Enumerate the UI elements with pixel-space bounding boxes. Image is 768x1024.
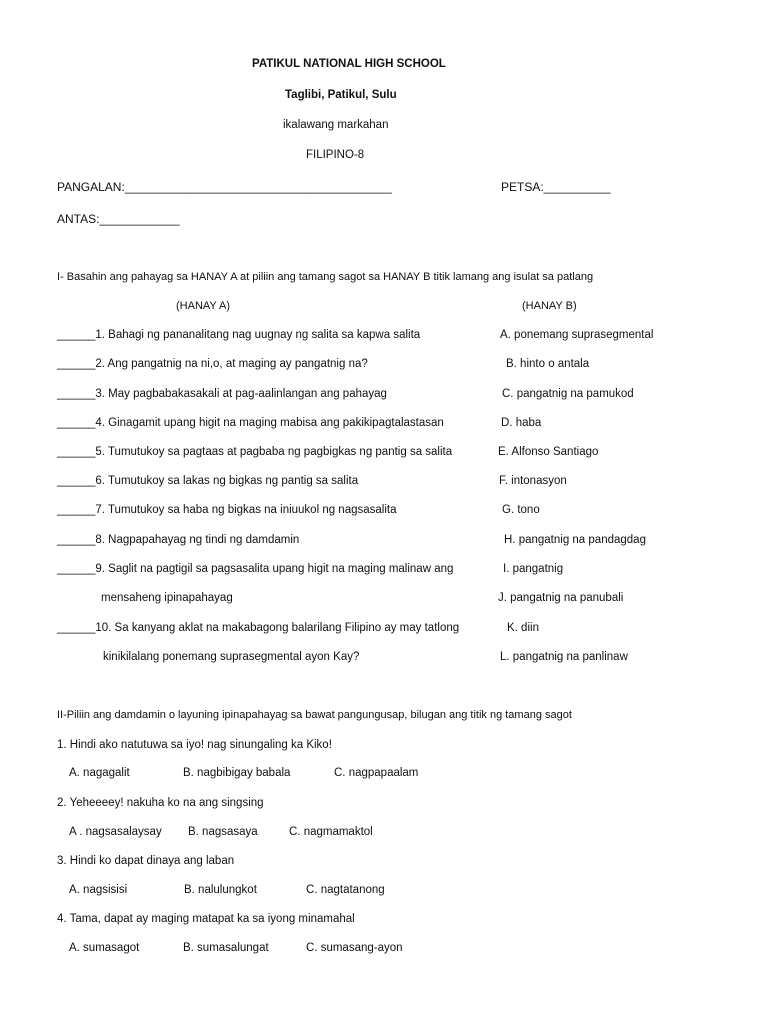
item-7: ______7. Tumutukoy sa haba ng bigkas na iniuukol ng nagsasalita: [57, 504, 397, 516]
item-8: ______8. Nagpapahayag ng tindi ng damdamin: [57, 534, 300, 546]
item-1: ______1. Bahagi ng pananalitang nag uugnay ng salita sa kapwa salita: [57, 329, 421, 341]
item-10: ______10. Sa kanyang aklat na makabagong balarilang Filipino ay may tatlong: [57, 622, 460, 634]
date-field: PETSA:__________: [501, 180, 611, 194]
question-3: 3. Hindi ko dapat dinaya ang laban: [57, 855, 235, 867]
part2-instruction: II-Piliin ang damdamin o layuning ipinapahayag sa bawat pangungusap, bilugan ang titik ng tamang sagot: [57, 709, 572, 721]
question-1: 1. Hindi ako natutuwa sa iyo! nag sinungaling ka Kiko!: [57, 739, 332, 751]
grade-field: ANTAS:____________: [57, 212, 180, 226]
item-3: ______3. May pagbabakasakali at pag-aalinlangan ang pahayag: [57, 388, 387, 400]
choice-b: B. hinto o antala: [506, 358, 590, 370]
choice-a: A. ponemang suprasegmental: [500, 329, 654, 341]
question-1-option-c[interactable]: C. nagpapaalam: [334, 767, 419, 779]
question-2-option-b[interactable]: B. nagsasaya: [188, 826, 258, 838]
question-3-option-a[interactable]: A. nagsisisi: [69, 884, 128, 896]
part1-instruction: I- Basahin ang pahayag sa HANAY A at piliin ang tamang sagot sa HANAY B titik lamang ang isulat sa patlang: [57, 271, 594, 283]
school-name: PATIKUL NATIONAL HIGH SCHOOL: [252, 58, 446, 70]
item-9: ______9. Saglit na pagtigil sa pagsasalita upang higit na maging malinaw ang: [57, 563, 454, 575]
name-field: PANGALAN:________________________________________: [57, 180, 392, 194]
question-4-option-b[interactable]: B. sumasalungat: [183, 942, 269, 954]
question-4: 4. Tama, dapat ay maging matapat ka sa iyong minamahal: [57, 913, 355, 925]
item-6: ______6. Tumutukoy sa lakas ng bigkas ng pantig sa salita: [57, 475, 359, 487]
subject-label: FILIPINO-8: [306, 149, 365, 161]
question-2-option-c[interactable]: C. nagmamaktol: [289, 826, 373, 838]
question-1-option-a[interactable]: A. nagagalit: [69, 767, 130, 779]
choice-k: K. diin: [507, 622, 539, 634]
item-4: ______4. Ginagamit upang higit na maging mabisa ang pakikipagtalastasan: [57, 417, 444, 429]
choice-e: E. Alfonso Santiago: [498, 446, 599, 458]
choice-f: F. intonasyon: [499, 475, 567, 487]
column-a-header: (HANAY A): [176, 300, 230, 312]
item-10-continued: kinikilalang ponemang suprasegmental ayon Kay?: [103, 651, 360, 663]
question-2-option-a[interactable]: A . nagsasalaysay: [69, 826, 162, 838]
school-location: Taglibi, Patikul, Sulu: [285, 89, 397, 101]
choice-j: J. pangatnig na panubali: [498, 592, 624, 604]
choice-d: D. haba: [501, 417, 542, 429]
question-2: 2. Yeheeeey! nakuha ko na ang singsing: [57, 797, 264, 809]
item-2: ______2. Ang pangatnig na ni,o, at maging ay pangatnig na?: [57, 358, 368, 370]
question-4-option-a[interactable]: A. sumasagot: [69, 942, 140, 954]
choice-g: G. tono: [502, 504, 540, 516]
item-9-continued: mensaheng ipinapahayag: [101, 592, 233, 604]
choice-l: L. pangatnig na panlinaw: [500, 651, 628, 663]
question-3-option-b[interactable]: B. nalulungkot: [184, 884, 257, 896]
question-3-option-c[interactable]: C. nagtatanong: [306, 884, 385, 896]
column-b-header: (HANAY B): [522, 300, 577, 312]
choice-h: H. pangatnig na pandagdag: [504, 534, 646, 546]
question-4-option-c[interactable]: C. sumasang-ayon: [306, 942, 403, 954]
choice-c: C. pangatnig na pamukod: [502, 388, 634, 400]
question-1-option-b[interactable]: B. nagbibigay babala: [183, 767, 291, 779]
quarter-label: ikalawang markahan: [283, 119, 389, 131]
choice-i: I. pangatnig: [503, 563, 564, 575]
item-5: ______5. Tumutukoy sa pagtaas at pagbaba ng pagbigkas ng pantig sa salita: [57, 446, 453, 458]
